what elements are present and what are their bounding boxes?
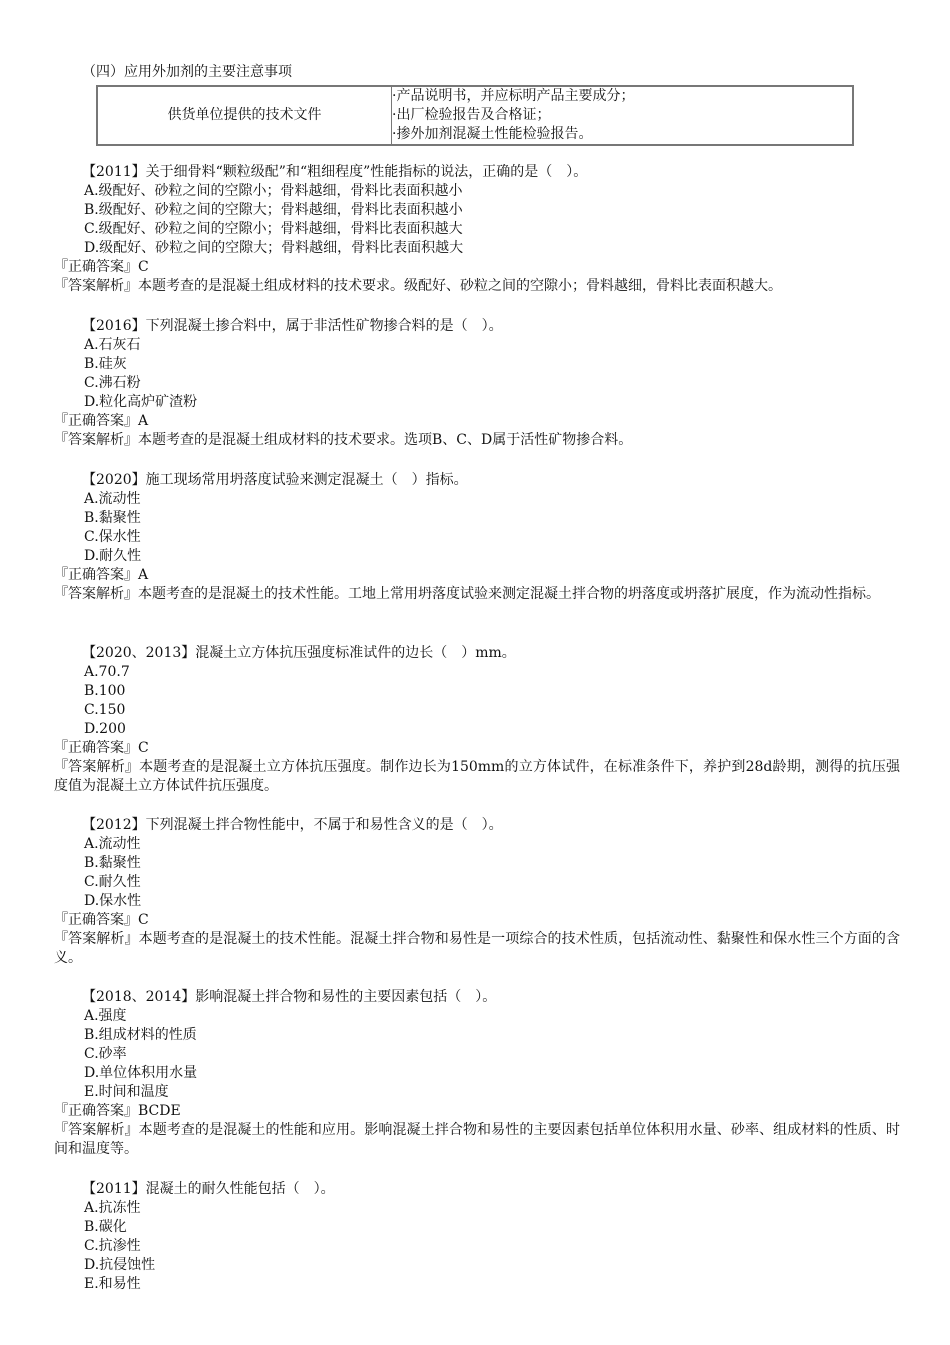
table-cell-label: 供货单位提供的技术文件 — [97, 86, 392, 145]
option: A.流动性 — [84, 836, 141, 852]
option: D.单位体积用水量 — [84, 1065, 198, 1081]
correct-answer: 『正确答案』A — [54, 413, 149, 429]
option: A.流动性 — [84, 491, 141, 507]
question-block — [0, 317, 950, 450]
option: C.砂率 — [84, 1046, 127, 1062]
table-cell-content — [392, 86, 854, 145]
option: B.组成材料的性质 — [84, 1027, 197, 1043]
option: C.抗渗性 — [84, 1238, 141, 1254]
answer-explanation: 『答案解析』本题考查的是混凝土的技术性能。工地上常用坍落度试验来测定混凝土拌合物的坍落度或坍落扩展度，作为流动性指标。 — [54, 586, 880, 602]
question-stem: 【2012】下列混凝土拌合物性能中，不属于和易性含义的是（ ）。 — [82, 817, 503, 833]
correct-answer: 『正确答案』C — [54, 912, 149, 928]
option: C.级配好、砂粒之间的空隙小；骨料越细，骨料比表面积越大 — [84, 221, 463, 237]
option: E.和易性 — [84, 1276, 141, 1292]
table-line: ·产品说明书，并应标明产品主要成分； — [392, 88, 635, 104]
question-stem: 【2011】关于细骨料“颗粒级配”和“粗细程度”性能指标的说法，正确的是（ ）。 — [82, 164, 588, 180]
correct-answer: 『正确答案』C — [54, 259, 149, 275]
option: B.碳化 — [84, 1219, 127, 1235]
option: D.保水性 — [84, 893, 142, 909]
table-line: ·掺外加剂混凝土性能检验报告。 — [392, 126, 593, 142]
answer-explanation: 『答案解析』本题考查的是混凝土组成材料的技术要求。级配好、砂粒之间的空隙小；骨料越细，骨料比表面积越大。 — [54, 278, 782, 294]
option: B.黏聚性 — [84, 510, 141, 526]
correct-answer: 『正确答案』A — [54, 567, 149, 583]
option: D.耐久性 — [84, 548, 142, 564]
question-stem: 【2016】下列混凝土掺合料中，属于非活性矿物掺合料的是（ ）。 — [82, 318, 503, 334]
option: A.抗冻性 — [84, 1200, 141, 1216]
question-block — [0, 816, 950, 968]
question-block — [0, 163, 950, 296]
option: C.耐久性 — [84, 874, 141, 890]
question-block — [0, 1180, 950, 1294]
question-block — [0, 471, 950, 604]
option: A.石灰石 — [84, 337, 141, 353]
option: E.时间和温度 — [84, 1084, 169, 1100]
correct-answer: 『正确答案』C — [54, 740, 149, 756]
option: C.沸石粉 — [84, 375, 141, 391]
question-stem: 【2020、2013】混凝土立方体抗压强度标准试件的边长（ ）mm。 — [82, 645, 516, 661]
option: B.级配好、砂粒之间的空隙大；骨料越细，骨料比表面积越小 — [84, 202, 463, 218]
question-stem: 【2011】混凝土的耐久性能包括（ ）。 — [82, 1181, 335, 1197]
question-block — [0, 988, 950, 1159]
answer-explanation: 『答案解析』本题考查的是混凝土的性能和应用。影响混凝土拌合物和易性的主要因素包括单位体积用水量、砂率、组成材料的性质、时间和温度等。 — [54, 1122, 900, 1157]
option: A.强度 — [84, 1008, 127, 1024]
admixture-table — [96, 85, 854, 146]
option: A.70.7 — [84, 664, 130, 680]
question-stem: 【2020】施工现场常用坍落度试验来测定混凝土（ ）指标。 — [82, 472, 468, 488]
answer-explanation: 『答案解析』本题考查的是混凝土立方体抗压强度。制作边长为150mm的立方体试件，在标准条件下，养护到28d龄期，测得的抗压强度值为混凝土立方体试件抗压强度。 — [54, 759, 900, 794]
question-stem: 【2018、2014】影响混凝土拌合物和易性的主要因素包括（ ）。 — [82, 989, 497, 1005]
answer-explanation: 『答案解析』本题考查的是混凝土组成材料的技术要求。选项B、C、D属于活性矿物掺合料。 — [54, 432, 633, 448]
option: C.150 — [84, 702, 126, 718]
option: B.黏聚性 — [84, 855, 141, 871]
option: D.粒化高炉矿渣粉 — [84, 394, 198, 410]
option: C.保水性 — [84, 529, 141, 545]
option: B.100 — [84, 683, 126, 699]
option: D.级配好、砂粒之间的空隙大；骨料越细，骨料比表面积越大 — [84, 240, 464, 256]
option: B.硅灰 — [84, 356, 127, 372]
answer-explanation: 『答案解析』本题考查的是混凝土的技术性能。混凝土拌合物和易性是一项综合的技术性质，包括流动性、黏聚性和保水性三个方面的含义。 — [54, 931, 900, 966]
option: A.级配好、砂粒之间的空隙小；骨料越细，骨料比表面积越小 — [84, 183, 463, 199]
correct-answer: 『正确答案』BCDE — [54, 1103, 181, 1119]
section-title: （四）应用外加剂的主要注意事项 — [82, 64, 292, 80]
table-line: ·出厂检验报告及合格证； — [392, 107, 551, 123]
option: D.200 — [84, 721, 126, 737]
option: D.抗侵蚀性 — [84, 1257, 156, 1273]
table-row — [97, 86, 853, 145]
question-block — [0, 644, 950, 796]
